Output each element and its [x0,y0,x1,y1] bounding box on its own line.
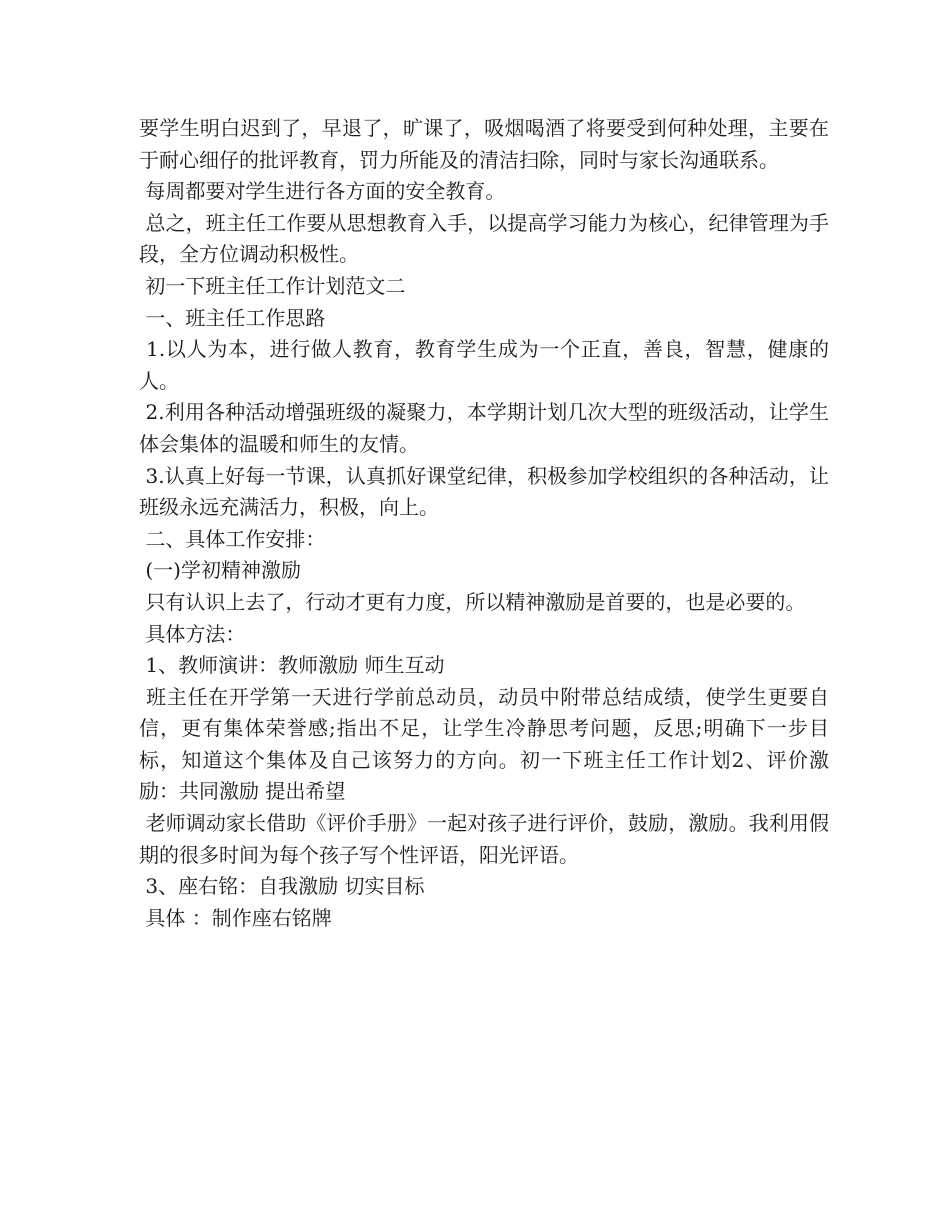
heading-work-ideas: 一、班主任工作思路 [139,305,326,330]
document-body [139,113,829,934]
subheading-spiritual-incentive: (一)学初精神激励 [139,558,301,583]
paragraph-incentive-reason: 只有认识上去了，行动才更有力度，所以精神激励是首要的，也是必要的。 [139,589,806,614]
paragraph-discipline-handling: 要学生明白迟到了，早退了，旷课了，吸烟喝酒了将要受到何种处理，主要在于耐心细仔的批评教育，罚力所能及的清洁扫除，同时与家长沟通联系。 [139,116,829,172]
heading-work-arrangement: 二、具体工作安排： [139,526,326,551]
list-item-activities: 2.利用各种活动增强班级的凝聚力，本学期计划几次大型的班级活动，让学生体会集体的温暖和师生的友情。 [139,400,829,456]
method-teacher-speech: 1、教师演讲：教师激励 师生互动 [139,653,445,678]
paragraph-first-day-mobilization: 班主任在开学第一天进行学前总动员，动员中附带总结成绩，使学生更要自信，更有集体荣誉感;指出不足，让学生冷静思考问题，反思;明确下一步目标，知道这个集体及自己该努力的方向。初一下班主任工作计划2、评价激励：共同激励 提出希望 [139,684,830,804]
paragraph-parent-evaluation: 老师调动家长借助《评价手册》一起对孩子进行评价，鼓励，激励。我利用假期的很多时间为每个孩子写个性评语，阳光评语。 [139,811,830,867]
label-methods: 具体方法： [139,621,246,646]
paragraph-summary: 总之，班主任工作要从思想教育入手，以提高学习能力为核心，纪律管理为手段，全方位调动积极性。 [139,210,830,267]
paragraph-motto-sign: 具体 ：制作座右铭牌 [139,905,332,930]
paragraph-safety-education: 每周都要对学生进行各方面的安全教育。 [139,179,506,204]
section-title-plan-two: 初一下班主任工作计划范文二 [139,273,406,298]
method-motto: 3、座右铭：自我激励 切实目标 [139,874,425,899]
list-item-classes: 3.认真上好每一节课，认真抓好课堂纪律，积极参加学校组织的各种活动，让班级永远充满活力，积极，向上。 [139,463,829,520]
list-item-people-oriented: 1.以人为本，进行做人教育，教育学生成为一个正直，善良，智慧，健康的人。 [139,337,829,393]
